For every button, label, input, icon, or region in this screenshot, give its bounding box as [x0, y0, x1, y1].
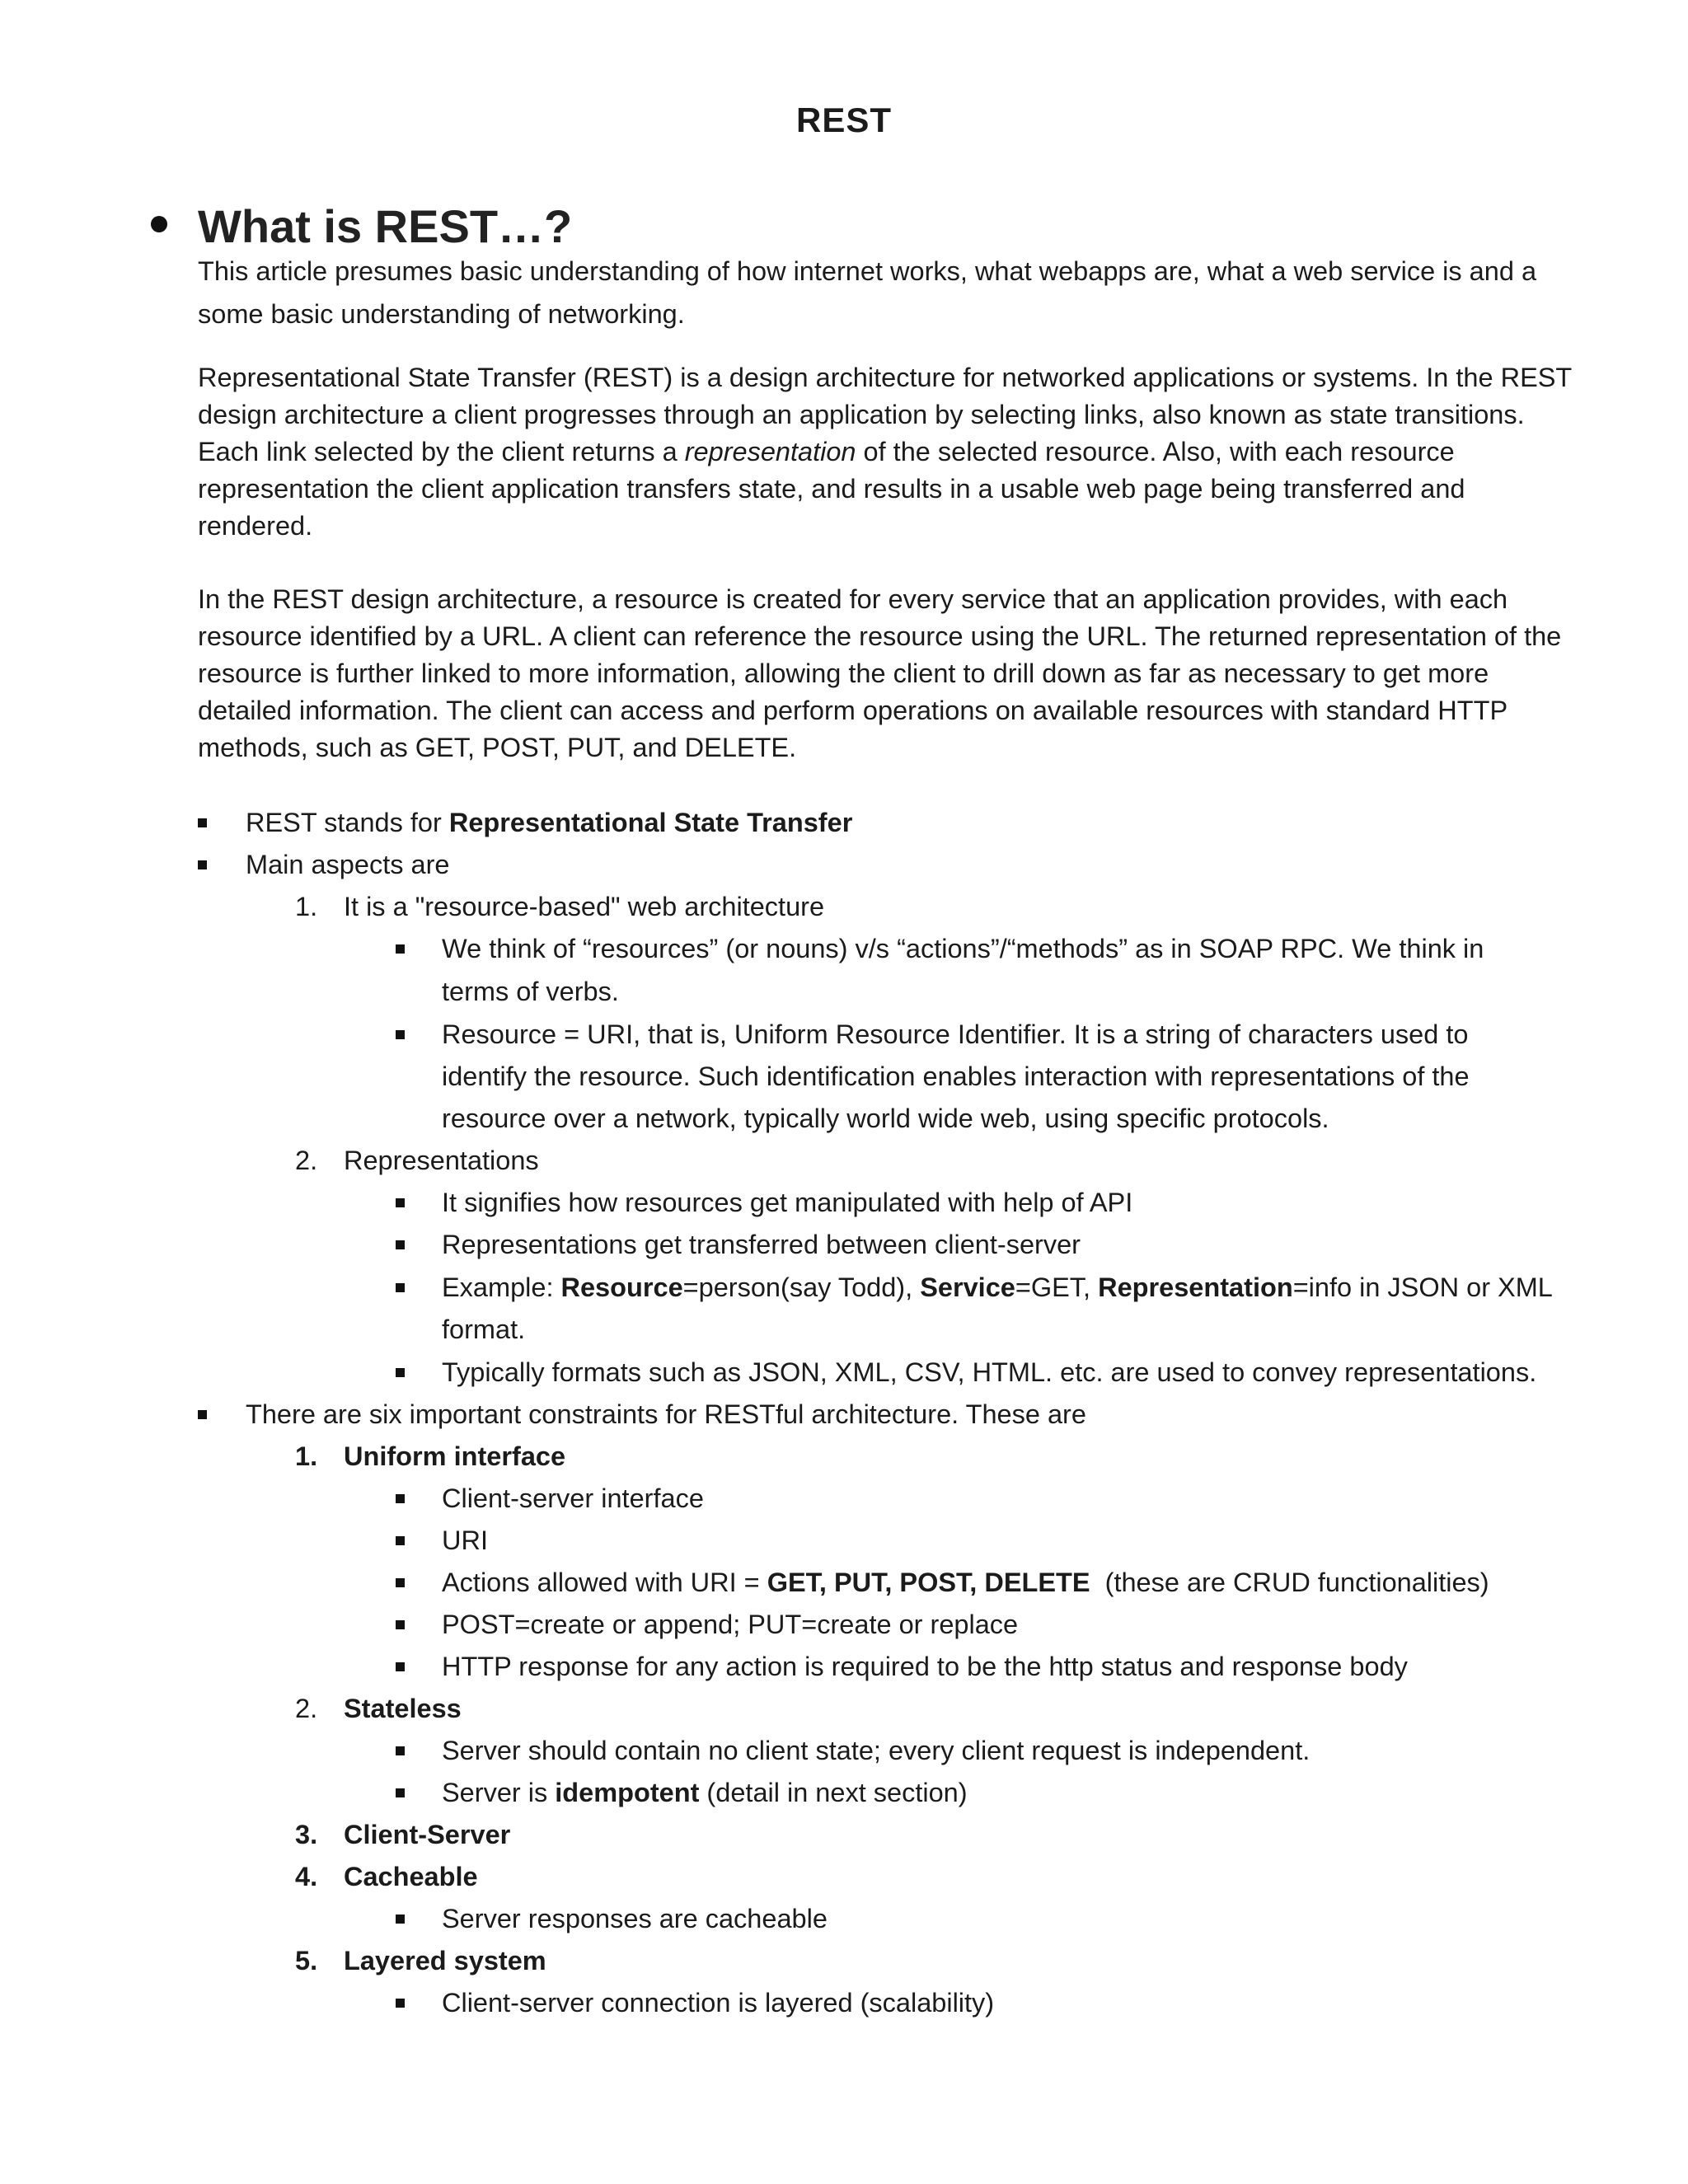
list-item-continued: format.	[442, 1315, 526, 1344]
square-bullet-icon	[396, 1494, 405, 1503]
list-item: Client-server interface	[442, 1483, 704, 1513]
list-number: 2.	[295, 1694, 318, 1723]
list-item: URI	[442, 1526, 488, 1555]
list-item: Example: Resource=person(say Todd), Service=GET, Representation=info in JSON or XML	[442, 1272, 1553, 1302]
list-number: 1.	[295, 892, 318, 921]
square-bullet-icon	[396, 1283, 405, 1292]
list-item-continued: resource over a network, typically world wide web, using specific protocols.	[442, 1104, 1329, 1133]
square-bullet-icon	[396, 1240, 405, 1249]
intro-paragraph-2: Representational State Transfer (REST) is a design architecture for networked applications or systems. In the REST design architecture a client progresses through an application by selecting links, also known as state transitions. Each link selected by the client returns a representation of the selected resource. Also, with each resource representation the client application transfers state, and results in a usable web page being transferred and rendered.	[198, 363, 1572, 541]
list-number: 1.	[295, 1441, 318, 1471]
square-bullet-icon	[396, 944, 405, 954]
list-item: HTTP response for any action is required to be the http status and response body	[442, 1652, 1408, 1681]
intro-paragraph-3: In the REST design architecture, a resource is created for every service that an application provides, with each resource identified by a URL. A client can reference the resource using the URL. The returned representation of the resource is further linked to more information, allowing the client to drill down as far as necessary to get more detailed information. The client can access and perform operations on available resources with standard HTTP methods, such as GET, POST, PUT, and DELETE.	[198, 584, 1562, 762]
constraint-uniform-interface: Uniform interface	[344, 1441, 566, 1471]
section-heading-text: What is REST…?	[198, 200, 573, 252]
list-item: Server should contain no client state; every client request is independent.	[442, 1736, 1311, 1765]
square-bullet-icon	[396, 1030, 405, 1039]
constraint-stateless: Stateless	[344, 1694, 462, 1723]
list-item: It signifies how resources get manipulated with help of API	[442, 1188, 1133, 1217]
aspect-representations: Representations	[344, 1146, 539, 1175]
constraint-layered-system: Layered system	[344, 1946, 546, 1975]
list-number: 4.	[295, 1862, 318, 1891]
square-bullet-icon	[396, 1915, 405, 1924]
constraint-client-server: Client-Server	[344, 1820, 511, 1849]
square-bullet-icon	[396, 1536, 405, 1545]
aspect-resource-based: It is a "resource-based" web architecture	[344, 892, 825, 921]
list-item: POST=create or append; PUT=create or replace	[442, 1610, 1019, 1639]
list-item: We think of “resources” (or nouns) v/s “actions”/“methods” as in SOAP RPC. We think in	[442, 934, 1484, 963]
square-bullet-icon	[396, 1620, 405, 1629]
list-item: Client-server connection is layered (scalability)	[442, 1988, 995, 2018]
list-item: Representations get transferred between client-server	[442, 1230, 1081, 1259]
square-bullet-icon	[396, 1746, 405, 1755]
list-item: Resource = URI, that is, Uniform Resource Identifier. It is a string of characters used to	[442, 1019, 1469, 1049]
intro-paragraph-1: This article presumes basic understanding of how internet works, what webapps are, what a web service is and a some basic understanding of networking.	[198, 256, 1537, 329]
list-number: 2.	[295, 1146, 318, 1175]
square-bullet-icon	[396, 1999, 405, 2008]
square-bullet-icon	[396, 1788, 405, 1797]
bullet-dot-icon	[151, 216, 167, 232]
list-number: 3.	[295, 1820, 318, 1849]
square-bullet-icon	[198, 1410, 207, 1419]
list-item-continued: identify the resource. Such identification enables interaction with representations of the	[442, 1062, 1470, 1091]
square-bullet-icon	[396, 1198, 405, 1207]
list-item: Actions allowed with URI = GET, PUT, POST, DELETE (these are CRUD functionalities)	[442, 1568, 1489, 1597]
square-bullet-icon	[198, 818, 207, 827]
list-item: Typically formats such as JSON, XML, CSV, HTML. etc. are used to convey representations.	[442, 1357, 1537, 1387]
list-item: Server responses are cacheable	[442, 1904, 828, 1933]
constraints-intro: There are six important constraints for RESTful architecture. These are	[246, 1399, 1086, 1429]
square-bullet-icon	[396, 1368, 405, 1377]
list-item-continued: terms of verbs.	[442, 977, 619, 1006]
main-aspects: Main aspects are	[246, 850, 450, 879]
list-item: Server is idempotent (detail in next section)	[442, 1778, 968, 1807]
square-bullet-icon	[198, 860, 207, 869]
list-number: 5.	[295, 1946, 318, 1975]
rest-stands-for: REST stands for Representational State Transfer	[246, 808, 853, 837]
constraint-cacheable: Cacheable	[344, 1862, 478, 1891]
square-bullet-icon	[396, 1662, 405, 1671]
page-title: REST	[795, 101, 892, 139]
square-bullet-icon	[396, 1578, 405, 1587]
